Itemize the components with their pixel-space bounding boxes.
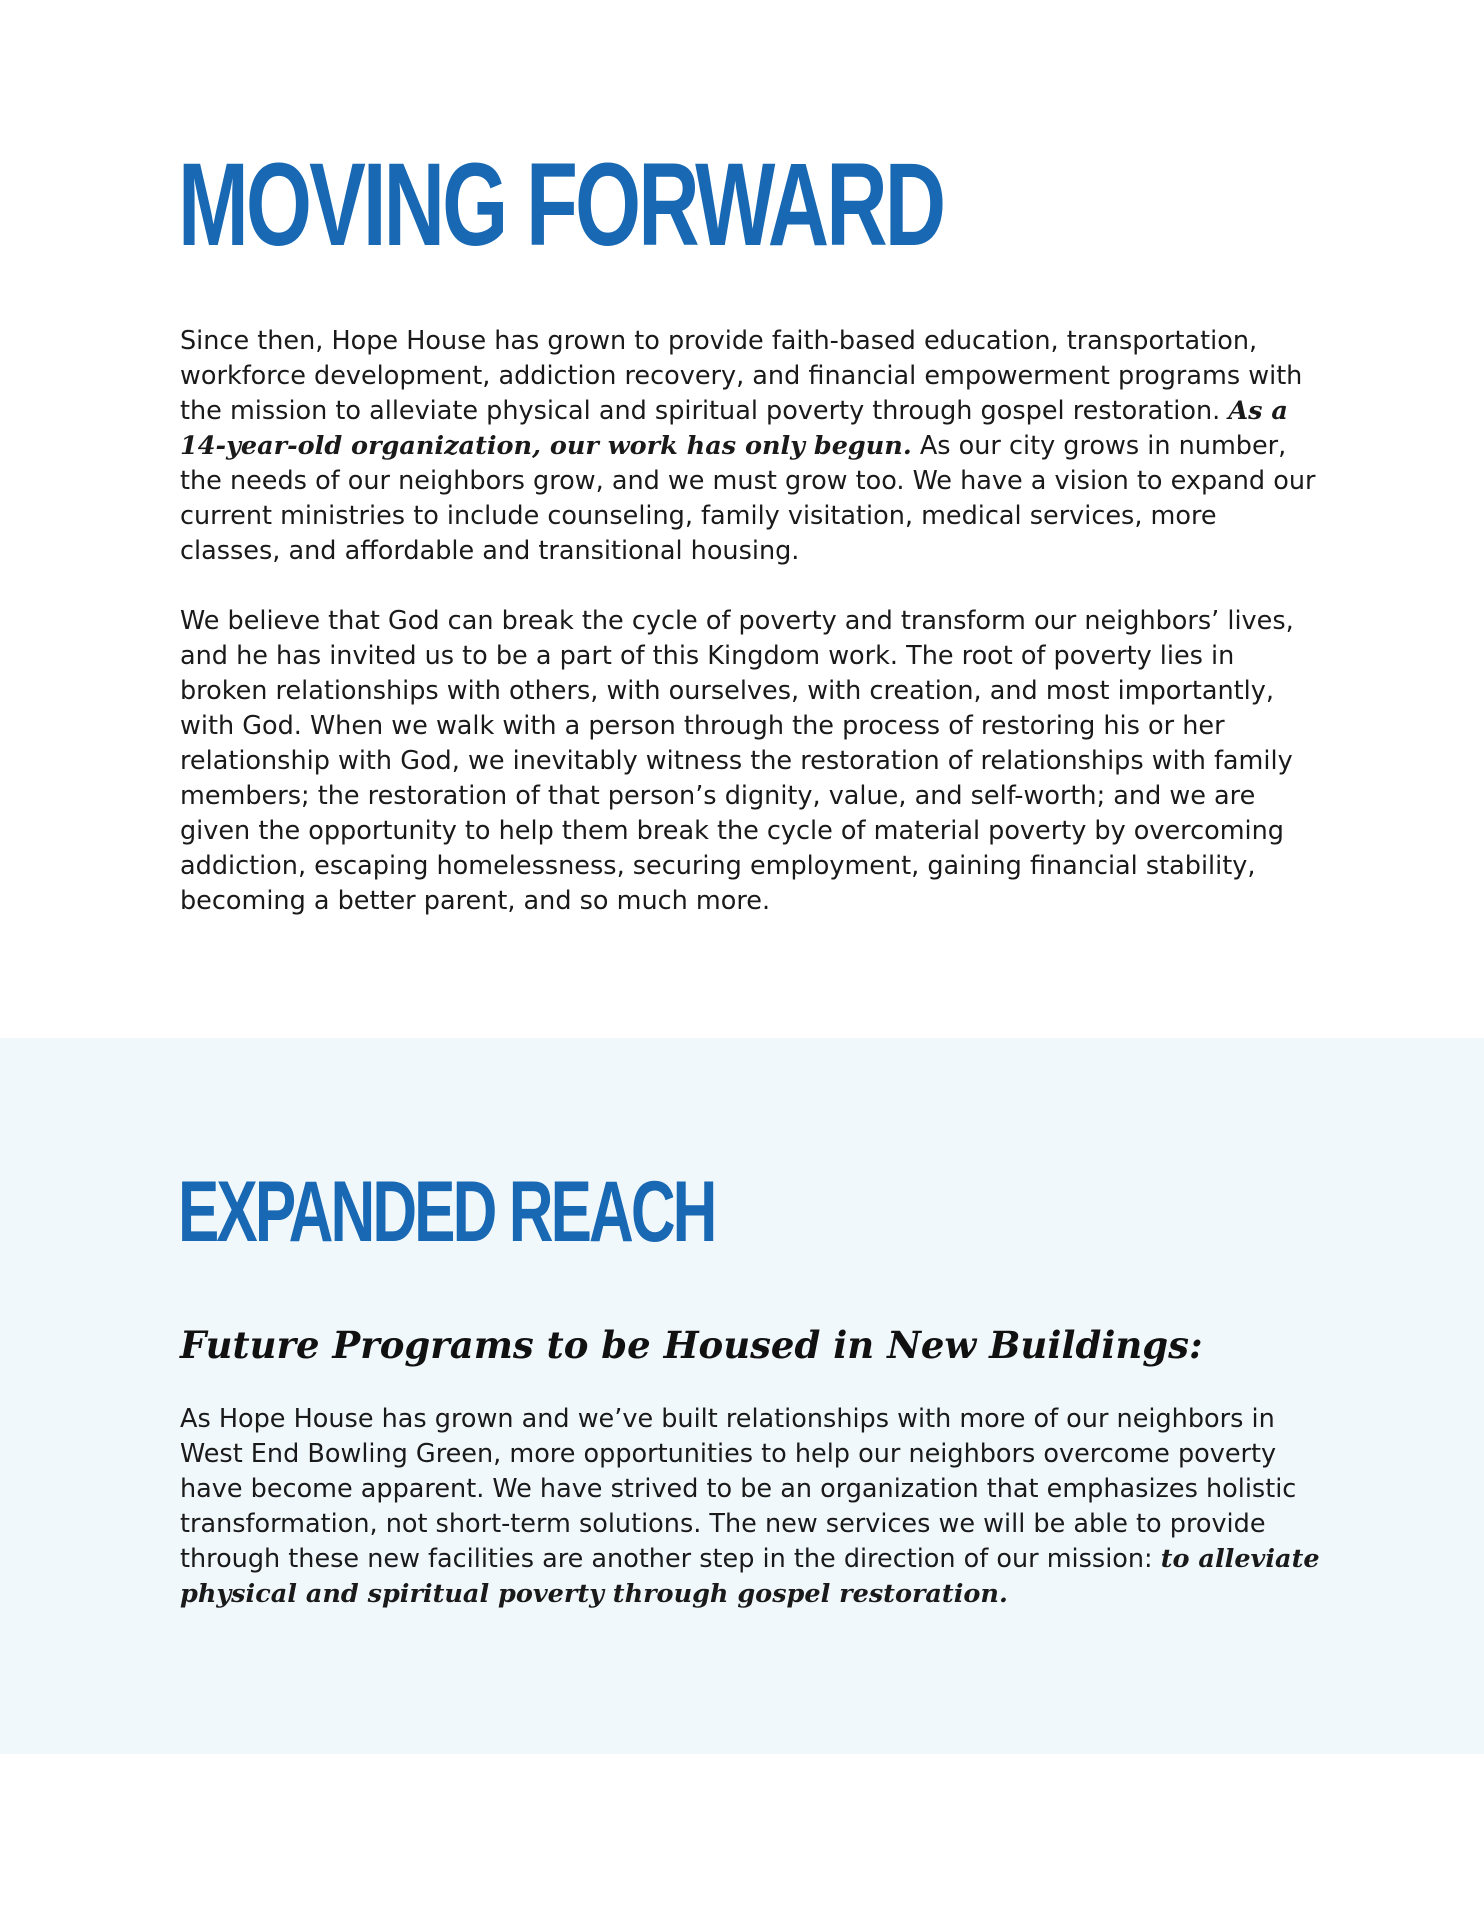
moving-forward-heading: MOVING FORWARD	[178, 139, 944, 271]
mission-emphasis: to alleviate physical and spiritual poverty through gospel restoration.	[180, 1544, 1320, 1609]
expanded-reach-text: As Hope House has grown and we’ve built relationships with more of our neighbors in West End Bowling Green, more opportunities to help our neighbors overcome poverty have become apparent. We have strived to be an organization that emphasizes holistic transformation, not short-term solutions. The new services we will be able to provide through these new facilities are another step in the direction of our mission:	[180, 1404, 1297, 1574]
moving-forward-paragraph-1	[180, 324, 1320, 569]
paragraph-1-text-end: As our city grows in number, the needs of our neighbors grow, and we must grow too. We have a vision to expand our current ministries to include counseling, family visitation, medical services, more classes, and affordable and transitional housing.	[180, 431, 1316, 566]
future-programs-subheading: Future Programs to be Housed in New Buildings:	[180, 1323, 1203, 1367]
expanded-reach-heading: EXPANDED REACH	[178, 1164, 715, 1260]
paragraph-1-emphasis: As a 14-year-old organization, our work has only begun.	[180, 396, 1288, 461]
expanded-reach-section	[0, 1038, 1484, 1754]
paragraph-1-text-start: Since then, Hope House has grown to provide faith-based education, transportation, workforce development, addiction recovery, and financial empowerment programs with the mission to alleviate physical and spiritual poverty through gospel restoration.	[180, 326, 1303, 426]
expanded-reach-paragraph	[180, 1402, 1320, 1612]
moving-forward-paragraph-2: We believe that God can break the cycle of poverty and transform our neighbors’ lives, and he has invited us to be a part of this Kingdom work. The root of poverty lies in broken relationships with others, with ourselves, with creation, and most importantly, with God. When we walk with a person through the process of restoring his or her relationship with God, we inevitably witness the restoration of relationships with family members; the restoration of that person’s dignity, value, and self-worth; and we are given the opportunity to help them break the cycle of material poverty by overcoming addiction, escaping homelessness, securing employment, gaining financial stability, becoming a better parent, and so much more.	[180, 606, 1294, 916]
